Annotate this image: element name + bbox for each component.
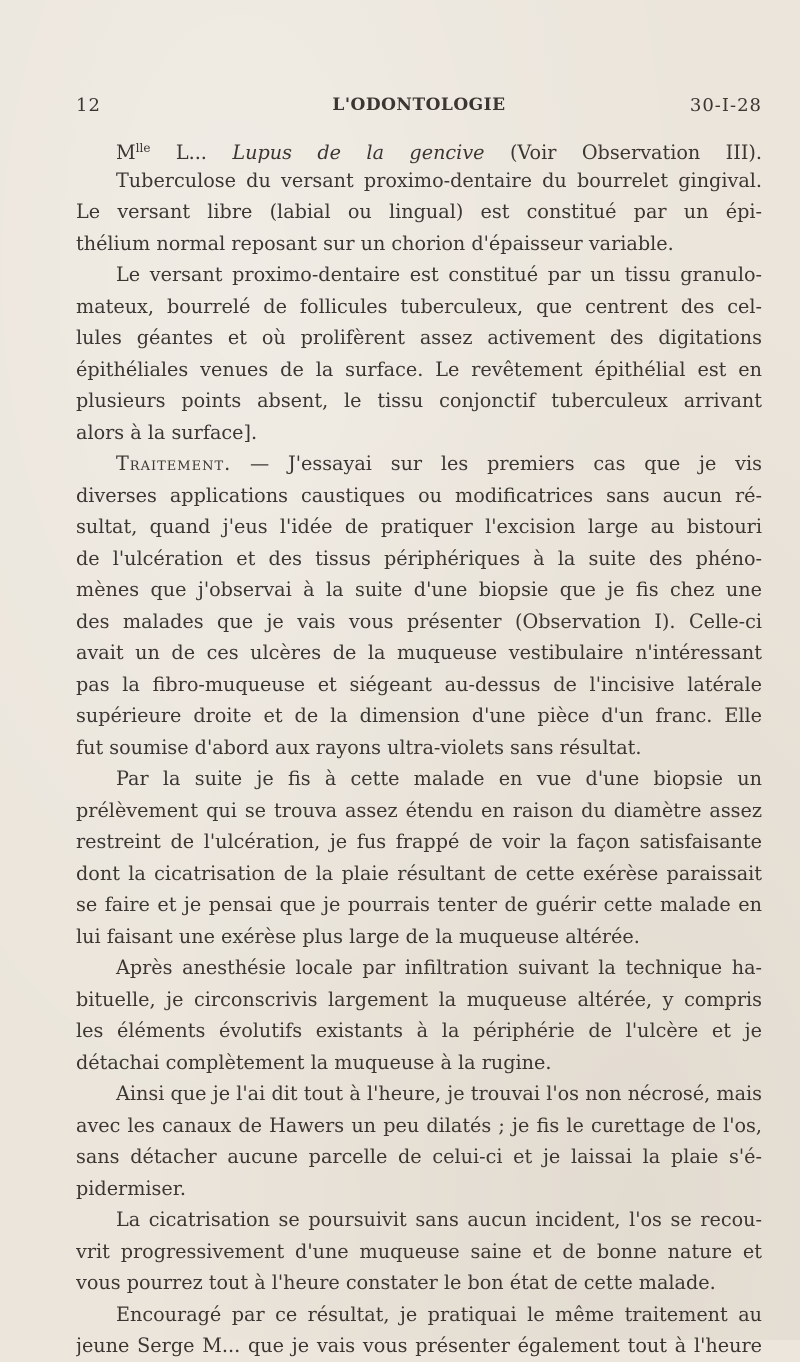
text-line: se faire et je pensai que je pourrais tenter de guérir cette malade en <box>76 893 762 916</box>
text-line: fut soumise d'abord aux rayons ultra-violets sans résultat. <box>76 735 642 759</box>
subject-name: M <box>116 141 136 164</box>
text-line: Le versant proximo-dentaire est constitué par un tissu granulo- <box>116 263 762 286</box>
section-label-traitement: Traitement. <box>116 452 232 475</box>
journal-title: L'ODONTOLOGIE <box>332 95 506 115</box>
text-line: Par la suite je fis à cette malade en vue d'une biopsie un <box>116 767 762 790</box>
subject-name-rest: L... <box>150 141 233 164</box>
text-line-traitement <box>76 448 762 480</box>
text-line: alors à la surface]. <box>76 420 258 444</box>
text-line: Encouragé par ce résultat, je pratiquai le même traitement au <box>116 1302 762 1326</box>
text-line: La cicatrisation se poursuivit sans aucun incident, l'os se recou- <box>116 1208 762 1231</box>
text-line: Après anesthésie locale par infiltration suivant la technique ha- <box>116 956 762 979</box>
text-line: lui faisant une exérèse plus large de la muqueuse altérée. <box>76 924 640 948</box>
text-line: vous pourrez tout à l'heure constater le bon état de cette malade. <box>76 1271 716 1294</box>
text-line: prélèvement qui se trouva assez étendu en raison du diamètre assez <box>76 798 762 822</box>
text-line: mateux, bourrelé de follicules tuberculeux, que centrent des cel- <box>76 294 762 318</box>
text-line: plusieurs points absent, le tissu conjonctif tuberculeux arrivant <box>76 389 762 412</box>
text-line: thélium normal reposant sur un chorion d'épaisseur variable. <box>76 231 674 255</box>
text-line: bituelle, je circonscrivis largement la muqueuse altérée, y compris <box>76 987 762 1011</box>
text-line: dont la cicatrisation de la plaie résultant de cette exérèse paraissait <box>76 861 762 885</box>
text-line: Ainsi que je l'ai dit tout à l'heure, je trouvai l'os non nécrosé, mais <box>116 1082 762 1105</box>
issue-date: 30-I-28 <box>689 95 762 116</box>
text-line: avait un de ces ulcères de la muqueuse vestibulaire n'intéressant <box>76 641 762 664</box>
text-line: lules géantes et où prolifèrent assez activement des digitations <box>76 326 762 349</box>
traitement-text: — J'essayai sur les premiers cas que je vis <box>231 452 762 475</box>
text-line: Tuberculose du versant proximo-dentaire du bourrelet gingival. <box>116 168 762 192</box>
text-line: avec les canaux de Hawers un peu dilatés ; je fis le curettage de l'os, <box>76 1113 762 1137</box>
running-head <box>76 95 762 121</box>
text-line: détachai complètement la muqueuse à la rugine. <box>76 1050 552 1074</box>
text-line: sultat, quand j'eus l'idée de pratiquer l'excision large au bistouri <box>76 515 762 538</box>
text-line: pas la fibro-muqueuse et siégeant au-dessus de l'incisive latérale <box>76 672 762 696</box>
text-line: mènes que j'observai à la suite d'une biopsie que je fis chez une <box>76 578 762 601</box>
text-line: jeune Serge M... que je vais vous présenter également tout à l'heure <box>76 1334 762 1357</box>
text-line: des malades que je vais vous présenter (Observation I). Celle-ci <box>76 609 762 633</box>
text-line: diverses applications caustiques ou modificatrices sans aucun ré- <box>76 483 762 507</box>
text-line-title <box>76 133 762 165</box>
observation-reference: (Voir Observation III). <box>484 141 762 164</box>
text-line: pidermiser. <box>76 1176 186 1200</box>
text-line: Le versant libre (labial ou lingual) est constitué par un épi- <box>76 200 762 223</box>
page-number: 12 <box>76 95 101 116</box>
text-line: les éléments évolutifs existants à la périphérie de l'ulcère et je <box>76 1019 762 1042</box>
text-line: épithéliales venues de la surface. Le revêtement épithélial est en <box>76 357 762 381</box>
diagnosis-title: Lupus de la gencive <box>232 141 485 164</box>
subject-name-superscript: lle <box>135 141 151 155</box>
text-line: restreint de l'ulcération, je fus frappé de voir la façon satisfaisante <box>76 830 762 853</box>
text-line: sans détacher aucune parcelle de celui-ci et je laissai la plaie s'é- <box>76 1145 762 1168</box>
body-text <box>76 133 762 1362</box>
text-line: supérieure droite et de la dimension d'une pièce d'un franc. Elle <box>76 704 762 727</box>
text-line: de l'ulcération et des tissus périphériques à la suite des phéno- <box>76 546 762 570</box>
text-line: vrit progressivement d'une muqueuse saine et de bonne nature et <box>76 1239 762 1263</box>
